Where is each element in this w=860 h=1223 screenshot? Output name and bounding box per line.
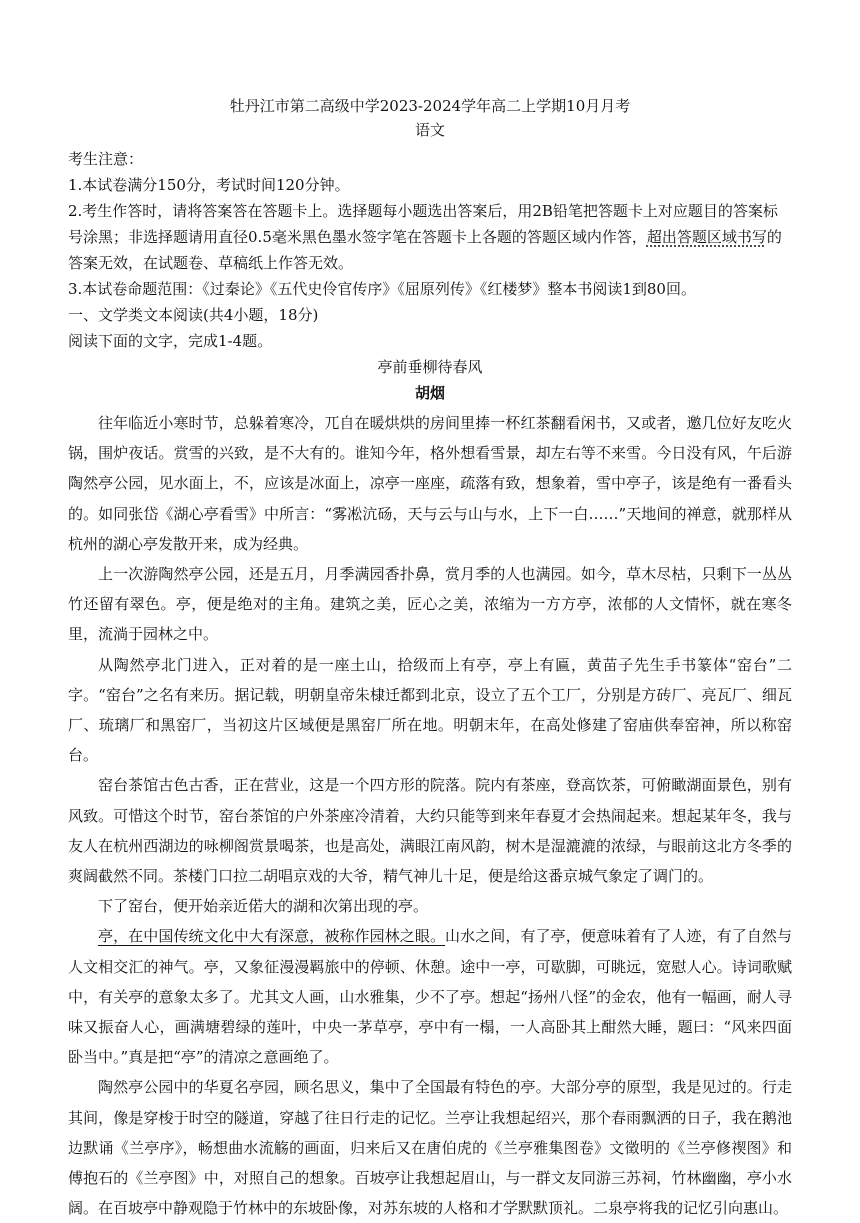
notice-item-2-emphasis: 超出答题区域书写 xyxy=(646,228,767,246)
article-paragraph-1: 往年临近小寒时节，总躲着寒冷，兀自在暖烘烘的房间里捧一杯红茶翻看闲书，又或者，邀几位好友吃火锅，围炉夜话。赏雪的兴致，是不大有的。谁知今年，格外想看雪景，却左右等不来雪。今日没有风，午后游陶然亭公园，见水面上，不，应该是冰面上，凉亭一座座，疏落有致，想象着，雪中亭子，该是绝有一番看头的。如同张岱《湖心亭看雪》中所言：“雾凇沆砀，天与云与山与水，上下一白……”天地间的禅意，就那样从杭州的湖心亭发散开来，成为经典。 xyxy=(68,414,792,553)
notice-item-1: 1.本试卷满分150分，考试时间120分钟。 xyxy=(68,176,350,194)
section-heading: 一、文学类文本阅读(共4小题，18分) xyxy=(68,306,319,324)
article-paragraph-6-rest: 山水之间，有了亭，便意味着有了人迹，有了自然与人文相交汇的神气。亭，又象征漫漫羁旅中的停顿、休憩。途中一亭，可歇脚，可眺远，宽慰人心。诗词歌赋中，有关亭的意象太多了。尤其文人画，山水雅集，少不了亭。想起“扬州八怪”的金农，他有一幅画，耐人寻味又振奋人心，画满塘碧绿的莲叶，中央一茅草亭，亭中有一榻，一人高卧其上酣然大睡，题曰：“风来四面卧当中。”真是把“亭”的清凉之意画绝了。 xyxy=(68,927,792,1067)
section-instruction: 阅读下面的文字，完成1-4题。 xyxy=(68,332,273,350)
article-title: 亭前垂柳待春风 xyxy=(377,358,483,376)
subject-label: 语文 xyxy=(414,121,445,139)
article-author: 胡烟 xyxy=(414,384,445,402)
notice-item-2 xyxy=(68,198,792,276)
notice-item-2-text: 2.考生作答时，请将答案答在答题卡上。选择题每小题选出答案后，用2B铅笔把答题卡上对应题目的答案标号涂黑；非选择题请用直径0.5毫米黑色墨水签字笔在答题卡上各题的答题区域内作答， xyxy=(68,202,778,246)
underlined-sentence: 亭，在中国传统文化中大有深意，被称作园林之眼。 xyxy=(98,927,446,946)
notice-heading: 考生注意： xyxy=(68,150,144,168)
article-paragraph-3: 从陶然亭北门进入，正对着的是一座土山，拾级而上有亭，亭上有匾，黄苗子先生手书篆体“窑台”二字。“窑台”之名有来历。据记载，明朝皇帝朱棣迁都到北京，设立了五个工厂，分别是方砖厂、亮瓦厂、细瓦厂、琉璃厂和黑窑厂，当初这片区域便是黑窑厂所在地。明朝末年，在高处修建了窑庙供奉窑神，所以称窑台。 xyxy=(68,655,792,765)
notice-item-3: 3.本试卷命题范围：《过秦论》《五代史伶官传序》《屈原列传》《红楼梦》整本书阅读1到80回。 xyxy=(68,280,696,298)
exam-title: 牡丹江市第二高级中学2023-2024学年高二上学期10月月考 xyxy=(229,97,631,115)
article-paragraph-7: 陶然亭公园中的华夏名亭园，顾名思义，集中了全国最有特色的亭。大部分亭的原型，我是见过的。行走其间，像是穿梭于时空的隧道，穿越了往日行走的记忆。兰亭让我想起绍兴，那个春雨飘洒的日子，我在鹅池边默诵《兰亭序》，畅想曲水流觞的画面，归来后又在唐伯虎的《兰亭雅集图卷》文徵明的《兰亭修禊图》和傅抱石的《兰亭图》中，对照自己的想象。百坡亭让我想起眉山，与一群文友同游三苏祠，竹林幽幽，亭小水阔。在百坡亭中静观隐于竹林中的东坡卧像，对苏东坡的人格和才学默默顶礼。二泉亭将我的记忆引向惠山。 xyxy=(68,1078,792,1218)
page-content xyxy=(68,94,792,1223)
article-paragraph-6 xyxy=(68,921,792,1072)
article-paragraph-5: 下了窑台，便开始亲近偌大的湖和次第出现的亭。 xyxy=(98,897,429,916)
article-paragraph-4: 窑台茶馆古色古香，正在营业，这是一个四方形的院落。院内有茶座，登高饮茶，可俯瞰湖面景色，别有风致。可惜这个时节，窑台茶馆的户外茶座冷清着，大约只能等到来年春夏才会热闹起来。想起某年冬，我与友人在杭州西湖边的咏柳阁赏景喝茶，也是高处，满眼江南风韵，树木是湿漉漉的浓绿，与眼前这北方冬季的爽阔截然不同。茶楼门口拉二胡唱京戏的大爷，精气神儿十足，便是给这番京城气象定了调门的。 xyxy=(68,776,792,886)
article-paragraph-2: 上一次游陶然亭公园，还是五月，月季满园香扑鼻，赏月季的人也满园。如今，草木尽枯，只剩下一丛丛竹还留有翠色。亭，便是绝对的主角。建筑之美，匠心之美，浓缩为一方方亭，浓郁的人文情怀，就在寒冬里，流淌于园林之中。 xyxy=(68,565,792,644)
notice-item-2-tail: 的答案无效，在试题卷、草稿纸上作答无效。 xyxy=(68,228,782,272)
